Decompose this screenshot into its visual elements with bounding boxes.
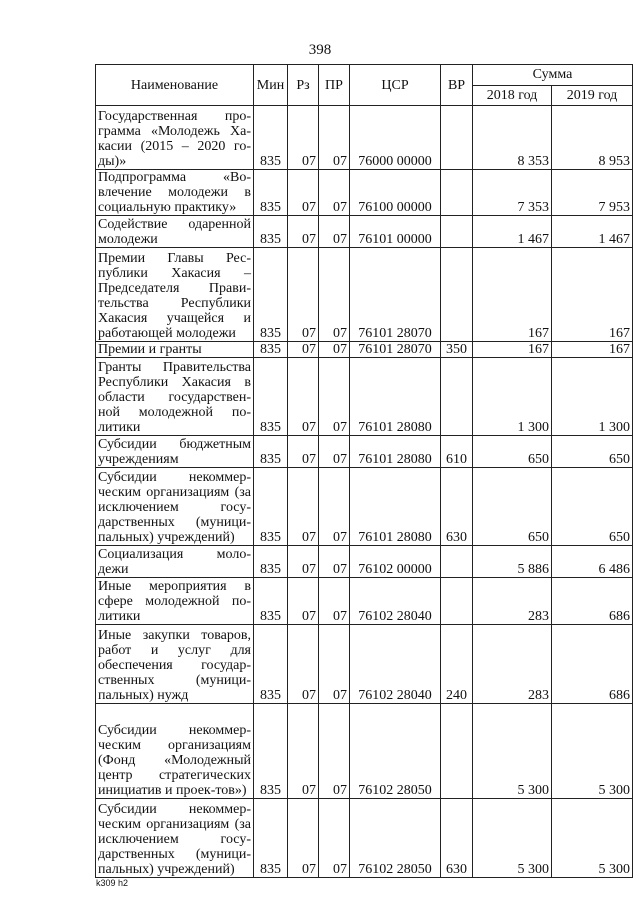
cell-pr: 07	[319, 625, 350, 704]
cell-rz: 07	[288, 248, 319, 342]
cell-name: Социализация моло-дежи	[96, 546, 254, 578]
cell-vr	[441, 106, 473, 170]
header-csr: ЦСР	[350, 65, 441, 106]
header-row	[96, 65, 633, 86]
header-vr: ВР	[441, 65, 473, 106]
cell-name: Иные закупки товаров, работ и услуг для обеспечения государ-ственных (муници-пальных) нужд	[96, 625, 254, 704]
cell-2018: 5 300	[473, 704, 552, 799]
cell-pr: 07	[319, 358, 350, 436]
cell-2018: 5 886	[473, 546, 552, 578]
cell-2018: 1 300	[473, 358, 552, 436]
cell-vr	[441, 704, 473, 799]
cell-pr: 07	[319, 578, 350, 625]
cell-rz: 07	[288, 578, 319, 625]
cell-min: 835	[254, 216, 288, 248]
cell-min: 835	[254, 799, 288, 878]
cell-2019: 5 300	[552, 704, 633, 799]
cell-rz: 07	[288, 625, 319, 704]
table-body	[96, 106, 633, 878]
cell-min: 835	[254, 546, 288, 578]
cell-2018: 650	[473, 436, 552, 468]
cell-name: Содействие одаренной молодежи	[96, 216, 254, 248]
header-name: Наименование	[96, 65, 254, 106]
cell-pr: 07	[319, 216, 350, 248]
cell-name: Государственная про-грамма «Молодежь Ха-касии (2015 – 2020 го-ды)»	[96, 106, 254, 170]
header-2019: 2019 год	[552, 85, 633, 106]
cell-rz: 07	[288, 468, 319, 546]
cell-pr: 07	[319, 436, 350, 468]
cell-name: Премии Главы Рес-публики Хакасия – Председателя Прави-тельства Республики Хакасия учащейся и работающей молодежи	[96, 248, 254, 342]
cell-pr: 07	[319, 468, 350, 546]
cell-vr	[441, 546, 473, 578]
cell-2018: 7 353	[473, 170, 552, 216]
cell-vr: 240	[441, 625, 473, 704]
cell-2018: 5 300	[473, 799, 552, 878]
cell-rz: 07	[288, 106, 319, 170]
table-row	[96, 625, 633, 704]
table-row	[96, 578, 633, 625]
cell-rz: 07	[288, 216, 319, 248]
cell-min: 835	[254, 248, 288, 342]
cell-vr	[441, 216, 473, 248]
cell-csr: 76101 28070	[350, 248, 441, 342]
table-row	[96, 342, 633, 358]
cell-csr: 76101 28070	[350, 342, 441, 358]
cell-pr: 07	[319, 342, 350, 358]
table-row	[96, 799, 633, 878]
cell-rz: 07	[288, 170, 319, 216]
cell-name: Субсидии некоммер-ческим организациям (Фонд «Молодежный центр стратегических инициатив и проек-тов»)	[96, 704, 254, 799]
cell-csr: 76102 28040	[350, 578, 441, 625]
cell-vr	[441, 358, 473, 436]
header-rz: Рз	[288, 65, 319, 106]
table-row	[96, 170, 633, 216]
cell-csr: 76101 28080	[350, 468, 441, 546]
cell-min: 835	[254, 342, 288, 358]
cell-pr: 07	[319, 704, 350, 799]
cell-2018: 283	[473, 625, 552, 704]
cell-rz: 07	[288, 436, 319, 468]
cell-2018: 283	[473, 578, 552, 625]
cell-csr: 76102 00000	[350, 546, 441, 578]
cell-vr: 630	[441, 799, 473, 878]
cell-pr: 07	[319, 248, 350, 342]
header-sum: Сумма	[473, 65, 633, 86]
cell-min: 835	[254, 170, 288, 216]
cell-vr: 630	[441, 468, 473, 546]
cell-2018: 167	[473, 248, 552, 342]
cell-min: 835	[254, 106, 288, 170]
cell-vr: 610	[441, 436, 473, 468]
cell-2019: 650	[552, 468, 633, 546]
cell-2019: 7 953	[552, 170, 633, 216]
cell-name: Гранты Правительства Республики Хакасия в области государствен-ной молодежной по-литики	[96, 358, 254, 436]
cell-pr: 07	[319, 799, 350, 878]
cell-rz: 07	[288, 546, 319, 578]
cell-2019: 1 300	[552, 358, 633, 436]
cell-2019: 1 467	[552, 216, 633, 248]
cell-pr: 07	[319, 106, 350, 170]
header-2018: 2018 год	[473, 85, 552, 106]
table-row	[96, 436, 633, 468]
cell-vr	[441, 170, 473, 216]
cell-csr: 76101 00000	[350, 216, 441, 248]
cell-vr: 350	[441, 342, 473, 358]
cell-pr: 07	[319, 170, 350, 216]
budget-table	[95, 64, 633, 878]
table-row	[96, 468, 633, 546]
cell-2018: 167	[473, 342, 552, 358]
cell-rz: 07	[288, 799, 319, 878]
cell-2019: 167	[552, 248, 633, 342]
cell-csr: 76102 28050	[350, 799, 441, 878]
cell-name: Субсидии некоммер-ческим организациям (за исключением госу-дарственных (муници-пальных) учреждений)	[96, 799, 254, 878]
footer-code: k309 h2	[96, 878, 129, 888]
cell-2019: 8 953	[552, 106, 633, 170]
cell-vr	[441, 578, 473, 625]
cell-name: Подпрограмма «Во-влечение молодежи в социальную практику»	[96, 170, 254, 216]
cell-2019: 6 486	[552, 546, 633, 578]
cell-name: Иные мероприятия в сфере молодежной по-литики	[96, 578, 254, 625]
cell-rz: 07	[288, 704, 319, 799]
cell-rz: 07	[288, 342, 319, 358]
table-row	[96, 248, 633, 342]
cell-2018: 1 467	[473, 216, 552, 248]
table-row	[96, 106, 633, 170]
cell-min: 835	[254, 578, 288, 625]
cell-vr	[441, 248, 473, 342]
cell-name: Субсидии бюджетным учреждениям	[96, 436, 254, 468]
cell-2019: 5 300	[552, 799, 633, 878]
cell-name: Премии и гранты	[96, 342, 254, 358]
cell-csr: 76100 00000	[350, 170, 441, 216]
cell-name: Субсидии некоммер-ческим организациям (за исключением госу-дарственных (муници-пальных) учреждений)	[96, 468, 254, 546]
cell-2018: 650	[473, 468, 552, 546]
cell-csr: 76000 00000	[350, 106, 441, 170]
table-row	[96, 358, 633, 436]
cell-min: 835	[254, 436, 288, 468]
cell-2019: 686	[552, 625, 633, 704]
cell-min: 835	[254, 704, 288, 799]
cell-csr: 76102 28050	[350, 704, 441, 799]
cell-pr: 07	[319, 546, 350, 578]
cell-2019: 650	[552, 436, 633, 468]
cell-min: 835	[254, 468, 288, 546]
cell-min: 835	[254, 625, 288, 704]
table-row	[96, 216, 633, 248]
cell-csr: 76102 28040	[350, 625, 441, 704]
page-number: 398	[308, 42, 332, 58]
table-row	[96, 704, 633, 799]
cell-min: 835	[254, 358, 288, 436]
cell-csr: 76101 28080	[350, 358, 441, 436]
cell-csr: 76101 28080	[350, 436, 441, 468]
cell-2018: 8 353	[473, 106, 552, 170]
cell-rz: 07	[288, 358, 319, 436]
cell-2019: 167	[552, 342, 633, 358]
table-row	[96, 546, 633, 578]
cell-2019: 686	[552, 578, 633, 625]
header-min: Мин	[254, 65, 288, 106]
header-pr: ПР	[319, 65, 350, 106]
